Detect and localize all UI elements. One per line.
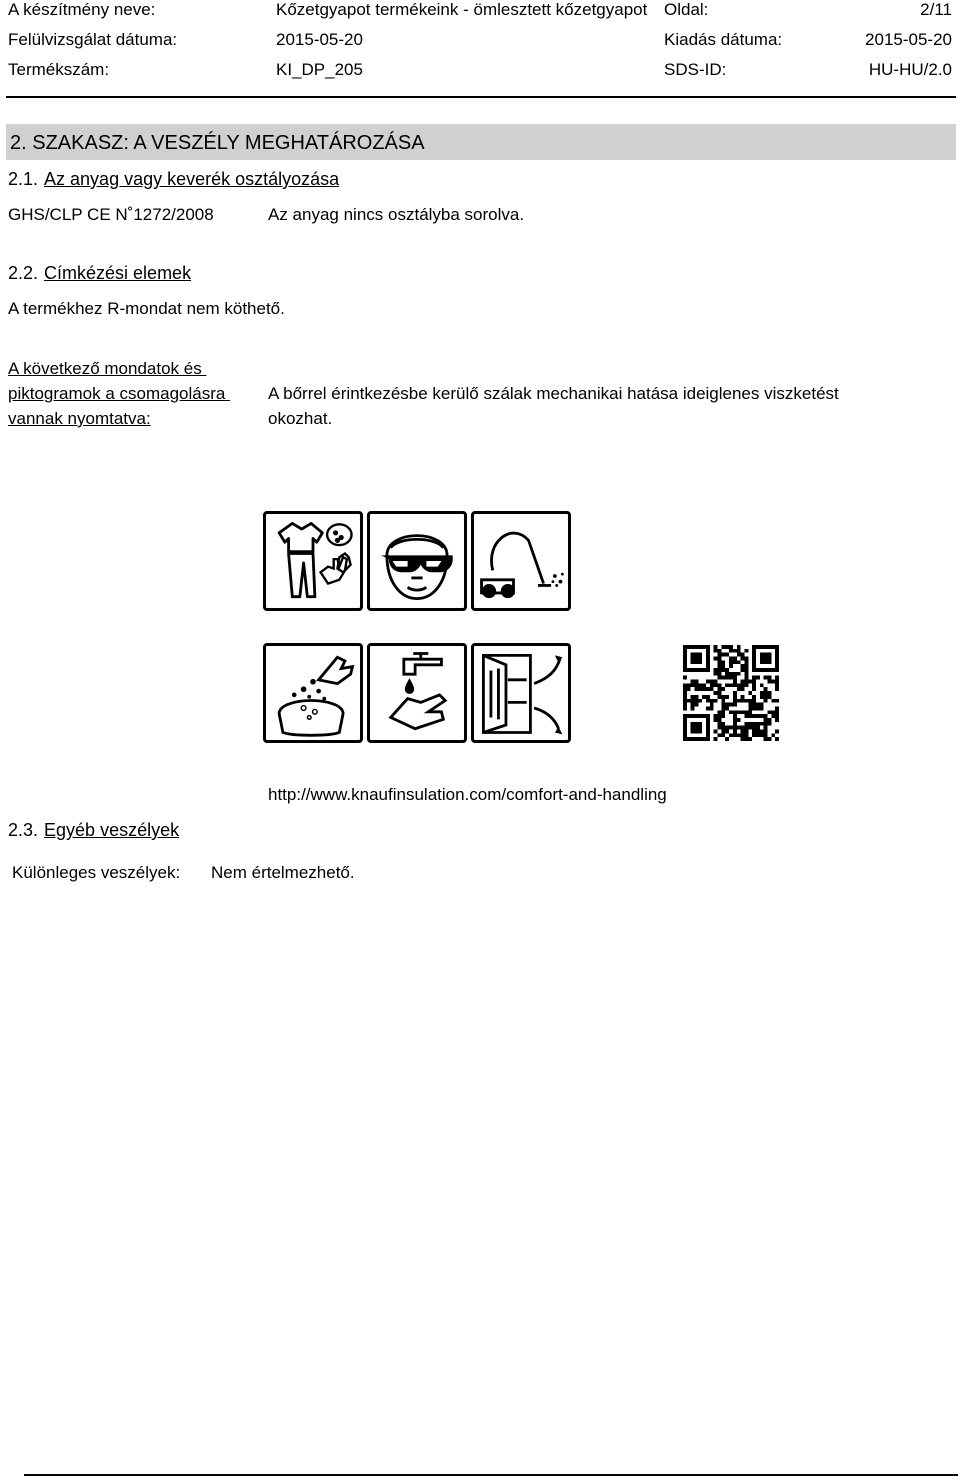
ghs-label: GHS/CLP CE N˚1272/2008 xyxy=(8,205,214,224)
issue-date-value: 2015-05-20 xyxy=(865,30,952,49)
pictogram-text-line-1: A bőrrel érintkezésbe kerülő szálak mechanikai hatása ideiglenes viszketést xyxy=(268,384,839,403)
product-name-value: Kőzetgyapot termékeink - ömlesztett kőzetgyapot xyxy=(276,0,648,19)
footer-divider xyxy=(24,1474,958,1476)
ghs-classification-value: Az anyag nincs osztályba sorolva. xyxy=(268,205,525,224)
subsection-2-1-heading: 2.1. Az anyag vagy keverék osztályozása xyxy=(8,169,340,189)
wash-hands-icon xyxy=(367,643,467,743)
page-label: Oldal: xyxy=(664,0,709,19)
r-phrase-text: A termékhez R-mondat nem köthető. xyxy=(8,299,285,318)
subsection-2-2-heading: 2.2. Címkézési elemek xyxy=(8,263,192,283)
special-hazards-label: Különleges veszélyek: xyxy=(12,863,181,882)
subsection-2-3-heading: 2.3. Egyéb veszélyek xyxy=(8,820,180,840)
website-url: http://www.knaufinsulation.com/comfort-and-handling xyxy=(268,785,667,804)
dust-hand-icon xyxy=(263,643,363,743)
pictogram-label-line-1: A következő mondatok és xyxy=(8,359,207,378)
sds-label: SDS-ID: xyxy=(664,60,727,79)
product-number-label: Termékszám: xyxy=(8,60,110,79)
review-date-label: Felülvizsgálat dátuma: xyxy=(8,30,178,49)
pictogram-text-line-2: okozhat. xyxy=(268,409,333,428)
page-value: 2/11 xyxy=(920,0,952,19)
pictogram-label-line-2: piktogramok a csomagolásra xyxy=(8,384,231,403)
product-name-label: A készítmény neve: xyxy=(8,0,156,19)
protective-clothing-icon xyxy=(263,511,363,611)
header-divider xyxy=(6,96,956,98)
section-title-bar xyxy=(6,124,956,160)
qr-code-icon xyxy=(683,645,779,741)
vacuum-cleaner-icon xyxy=(471,511,571,611)
issue-date-label: Kiadás dátuma: xyxy=(664,30,783,49)
safety-goggles-icon xyxy=(367,511,467,611)
pictogram-label-line-3: vannak nyomtatva: xyxy=(8,409,151,428)
sds-value: HU-HU/2.0 xyxy=(868,60,952,79)
section-title: 2. SZAKASZ: A VESZÉLY MEGHATÁROZÁSA xyxy=(10,132,425,154)
product-number-value: KI_DP_205 xyxy=(276,60,363,79)
review-date-value: 2015-05-20 xyxy=(276,30,363,49)
ventilate-window-icon xyxy=(471,643,571,743)
special-hazards-value: Nem értelmezhető. xyxy=(211,863,355,882)
